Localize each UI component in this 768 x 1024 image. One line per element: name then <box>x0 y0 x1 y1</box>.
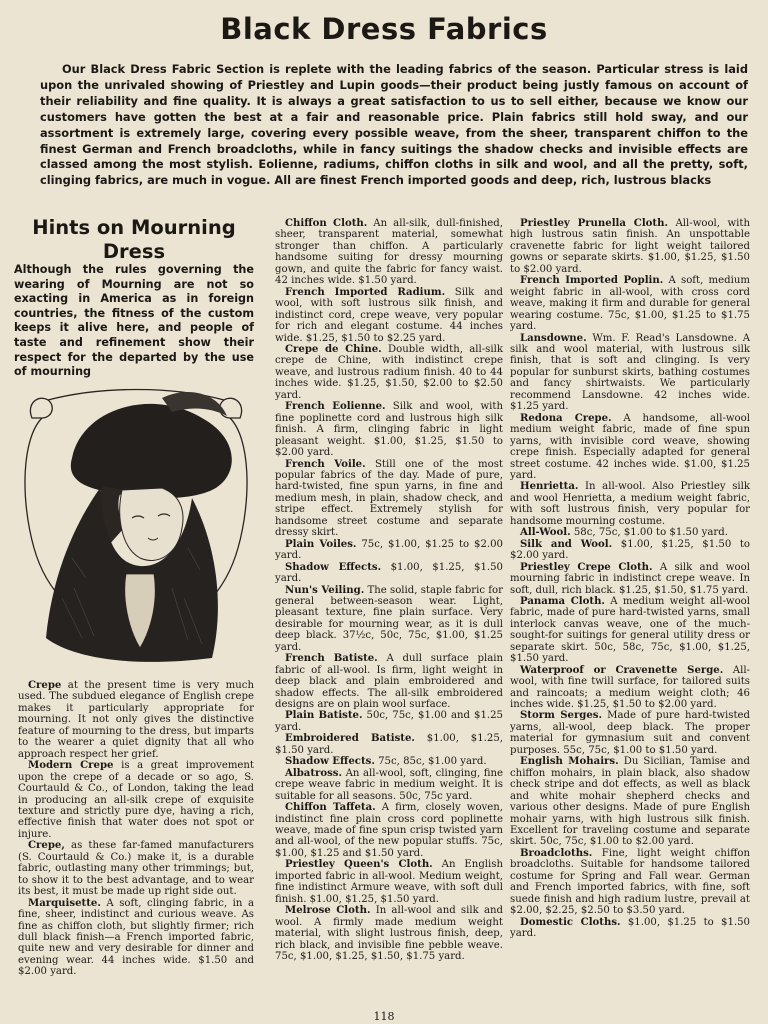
fabric-entry: Priestley Queen's Cloth. An English imported fabric in all-wool. Medium weight, fine indistinct Armure weave, with soft dull finish. $1.00, $1.25, $1.50 yard. <box>275 858 503 905</box>
fabric-entry: Crepe, as these far-famed manufacturers (S. Courtauld & Co.) make it, is a durable fabric, outlasting many other trimmings; but, to show it to the best advantage, and to wear its best, it must be made up right side out. <box>18 839 254 898</box>
fabric-entry: Waterproof or Cravenette Serge. All-wool, with fine twill surface, for tailored suits and raincoats; a medium weight cloth; 46 inches wide. $1.25, $1.50 to $2.00 yard. <box>510 663 750 711</box>
fabric-entry: French Voile. Still one of the most popular fabrics of the day. Made of pure, hard-twisted, fine spun yarns, in fine and medium mesh, in plain, shadow check, and stripe effect. Extremely stylish for handsome street costume and separate dressy skirt. <box>275 457 503 539</box>
fabric-entry: Crepe de Chine. Double width, all-silk crepe de Chine, with indistinct crepe weave, and lustrous radium finish. 40 to 44 inches wide. $1.25, $1.50, $2.00 to $2.50 yard. <box>275 342 503 401</box>
mourning-woman-illustration <box>12 378 260 680</box>
fabric-entry: Redona Crepe. A handsome, all-wool medium weight fabric, made of fine spun yarns, with invisible cord weave, showing crepe finish. Especially adapted for general street costume. 42 inches wide. $1.00, $1.25 yard. <box>510 411 750 481</box>
fabric-entry: Silk and Wool. $1.00, $1.25, $1.50 to $2.00 yard. <box>510 537 750 562</box>
fabric-entry: Albatross. An all-wool, soft, clinging, fine crepe weave fabric in medium weight. It is suitable for all seasons. 50c, 75c yard. <box>275 766 503 802</box>
left-column-text <box>18 680 254 978</box>
fabric-entry: Chiffon Cloth. An all-silk, dull-finished, sheer, transparent material, somewhat stronger than chiffon. A particularly handsome suiting for dressy mourning gown, and quite the fabric for fancy waist. 42 inches wide. $1.50 yard. <box>275 217 503 287</box>
fabric-entry: Embroidered Batiste. $1.00, $1.25, $1.50 yard. <box>275 732 503 756</box>
hints-intro: Although the rules governing the wearing of Mourning are not so exacting in America as in foreign countries, the fitness of the custom keeps it alive here, and people of taste and refinement show their respect for the departed by the use of mourning <box>14 263 254 379</box>
middle-column-text <box>275 218 503 962</box>
fabric-entry: Panama Cloth. A medium weight all-wool fabric, made of pure hard-twisted yarns, small interlock canvas weave, one of the much-sought-for suitings for general utility dress or separate skirt. 50c, 58c, 75c, $1.00, $1.25, $1.50 yard. <box>510 594 750 665</box>
fabric-entry: Plain Voiles. 75c, $1.00, $1.25 to $2.00 yard. <box>275 537 503 562</box>
fabric-entry: Plain Batiste. 50c, 75c, $1.00 and $1.25 yard. <box>275 709 503 733</box>
intro-paragraph <box>40 62 748 189</box>
fabric-entry: Priestley Crepe Cloth. A silk and wool mourning fabric in indistinct crepe weave. In soft, dull, rich black. $1.25, $1.50, $1.75 yard. <box>510 560 750 596</box>
fabric-entry: Shadow Effects. 75c, 85c, $1.00 yard. <box>285 755 487 768</box>
fabric-entry: French Imported Poplin. A soft, medium weight fabric in all-wool, with cross cord weave, making it firm and durable for general wearing costume. 75c, $1.00, $1.25 to $1.75 yard. <box>510 274 750 333</box>
intro-lead: Our Black Dress Fabric Section <box>62 62 265 76</box>
fabric-entry: Lansdowne. Wm. F. Read's Lansdowne. A silk and wool material, with lustrous silk finish, that is soft and clinging. Is very popular for sunburst skirts, bathing costumes and fancy shirtwaists. We particularly recommend Lansdowne. 42 inches wide. $1.25 yard. <box>510 331 750 413</box>
fabric-entry: French Eolienne. Silk and wool, with fine poplinette cord and lustrous high silk finish. A firm, clinging fabric in light pleasant weight. $1.00, $1.25, $1.50 to $2.00 yard. <box>275 400 503 459</box>
page-number: 118 <box>373 1010 395 1023</box>
hints-heading: Hints on Mourning Dress <box>32 216 236 263</box>
page-title: Black Dress Fabrics <box>220 12 548 46</box>
fabric-entry: Chiffon Taffeta. A firm, closely woven, indistinct fine plain cross cord poplinette weave, made of fine spun crisp twisted yarn and all-wool, of the new popular stuffs. 75c, $1.00, $1.25 and $1.50 yard. <box>275 801 504 859</box>
fabric-entry: English Mohairs. Du Sicilian, Tamise and chiffon mohairs, in plain black, also shadow check stripe and dot effects, as well as black and white mohair shepherd checks and various other designs. Made of pure English mohair yarns, with high lustrous silk finish. Excellent for traveling costume and separate skirt. 50c, 75c, $1.00 to $2.00 yard. <box>510 755 751 848</box>
fabric-entry: Marquisette. A soft, clinging fabric, in a fine, sheer, indistinct and curious weave. As fine as chiffon cloth, but slightly firmer; rich dull black finish—a French imported fabric, quite new and very desirable for dinner and evening wear. 44 inches wide. $1.50 and $2.00 yard. <box>18 896 254 978</box>
fabric-entry: Shadow Effects. $1.00, $1.25, $1.50 yard. <box>275 560 503 585</box>
fabric-entry: Melrose Cloth. In all-wool and silk and wool. A firmly made medium weight material, with slight lustrous finish, deep, rich black, and invisible fine pebble weave. 75c, $1.00, $1.25, $1.50, $1.75 yard. <box>275 904 503 962</box>
fabric-entry: French Batiste. A dull surface plain fabric of all-wool. Is firm, light weight in deep black and plain embroidered and shadow effects. The all-silk embroidered designs are on plain wool surface. <box>275 652 504 711</box>
fabric-entry: Nun's Veiling. The solid, staple fabric for general between-season wear. Light, pleasant texture, fine plain surface. Very desirable for mourning wear, as it is dull deep black. 37½c, 50c, 75c, $1.00, $1.25 yard. <box>275 583 503 653</box>
fabric-entry: Henrietta. In all-wool. Also Priestley silk and wool Henrietta, a medium weight fabric, with soft lustrous finish, very popular for handsome mourning costume. <box>510 480 750 527</box>
right-column-text <box>510 218 750 940</box>
fabric-entry: French Imported Radium. Silk and wool, with soft lustrous silk finish, and indistinct cord, crepe weave, very popular for rich and elegant costume. 44 inches wide. $1.25, $1.50 to $2.25 yard. <box>275 285 503 344</box>
fabric-entry: Storm Serges. Made of pure hard-twisted yarns, all-wool, deep black. The proper material for gymnasium suit and convent purposes. 55c, 75c, $1.00 to $1.50 yard. <box>510 709 750 756</box>
fabric-entry: Priestley Prunella Cloth. All-wool, with high lustrous satin finish. An unspottable cravenette fabric for light weight tailored gowns or separate skirts. $1.00, $1.25, $1.50 to $2.00 yard. <box>510 217 750 275</box>
fabric-entry: Domestic Cloths. $1.00, $1.25 to $1.50 yard. <box>510 915 750 940</box>
fabric-entry: Crepe at the present time is very much used. The subdued elegance of English crepe makes it particularly appropriate for mourning. It not only gives the distinctive feature of mourning to the dress, but imparts to the wearer a quiet dignity that all who approach respect her grief. <box>18 679 254 760</box>
fabric-entry: All-Wool. 58c, 75c, $1.00 to $1.50 yard. <box>520 526 728 539</box>
intro-body: is replete with the leading fabrics of the season. Particular stress is laid upon the unrivaled showing of Priestley and Lupin goods—their product being justly famous on account of their reliability and fine quality. It is always a great satisfaction to us to sell either, because we know our customers have gotten the best at a fair and reasonable price. Plain fabrics still hold sway, and our assortment is extremely large, covering every possible weave, from the sheer, transparent chiffon to the finest German and French broadcloths, while in fancy suitings the shadow checks and invisible effects are classed among the most stylish. Eolienne, radiums, chiffon cloths in silk and wool, and all the pretty, soft, clinging fabrics, are much in vogue. All are finest French imported goods and deep, rich, lustrous blacks <box>40 62 748 188</box>
fabric-entry: Modern Crepe is a great improvement upon the crepe of a decade or so ago, S. Courtauld & Co., of London, taking the lead in producing an all-silk crepe of exquisite texture and strictly pure dye, having a rich, effective finish that water does not spot or injure. <box>18 759 254 840</box>
fabric-entry: Broadcloths. Fine, light weight chiffon broadcloths. Suitable for handsome tailored costume for Spring and Fall wear. German and French imported fabrics, with fine, soft suede finish and high radium lustre, prevail at $2.00, $2.25, $2.50 to $3.50 yard. <box>510 846 750 917</box>
